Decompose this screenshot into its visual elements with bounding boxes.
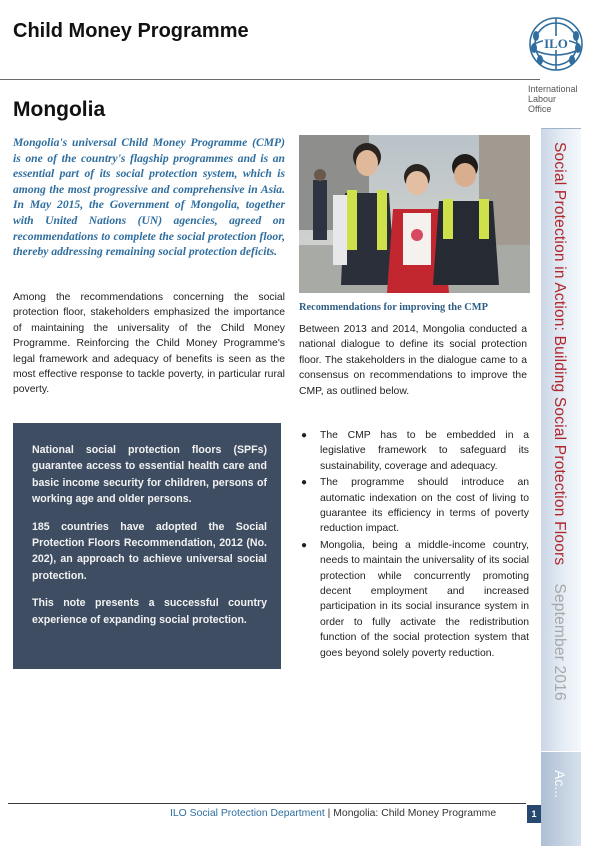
list-item — [299, 475, 529, 537]
list-item-text: Mongolia, being a middle-income country, needs to maintain the universality of its social protection while concurrently promoting decent employment and increased participation in its social insurance system in order to fully activate the redistribution function of the social protection system that goes beyond solely poverty reduction. — [320, 539, 529, 659]
series-title: Social Protection in Action: Building Social Protection Floors — [551, 142, 568, 566]
recommendations-list — [299, 428, 529, 662]
recommendations-summary-paragraph: Among the recommendations concerning the social protection floor, stakeholders emphasized the importance of maintaining the universality of the Child Money Programme. Reinforcing the Child Money Programme's legal framework and adequacy of benefits is seen as the most effective response to tackle poverty, in particular rural poverty. — [13, 292, 285, 396]
footer-divider — [8, 803, 526, 804]
list-item-text: The CMP has to be embedded in a legislative framework to safeguard its sustainability, coverage and adequacy. — [320, 430, 529, 472]
organization-name — [528, 84, 588, 114]
lead-paragraph: Mongolia's universal Child Money Programme (CMP) is one of the country's flagship programmes and is an essential part of its social protection system, which is among the most progressive and comprehensive in Asia. In May 2015, the Government of Mongolia, together with United Nations (UN) agencies, agreed on recommendations to complete the social protection floor, thereby addressing remaining social protection deficits. — [13, 136, 285, 259]
document-header-title: Child Money Programme — [13, 20, 249, 42]
info-box-paragraph-1: National social protection floors (SPFs) guarantee access to essential health care and basic income security for children, persons of working age and older persons. — [32, 444, 267, 506]
children-photo — [299, 135, 530, 293]
recommendations-intro: Between 2013 and 2014, Mongolia conducted a national dialogue to define its social protection floor. The stakeholders in the dialogue came to a consensus on recommendations to improve the CMP, as outlined below. — [299, 324, 527, 397]
header-divider — [0, 79, 540, 80]
ilo-logo-icon — [524, 14, 588, 78]
bullet-icon: ● — [301, 539, 308, 551]
footer-separator: | — [324, 808, 334, 819]
org-line-2: Labour — [528, 94, 557, 104]
svg-text:ILO: ILO — [544, 36, 568, 51]
org-line-1: International — [528, 84, 578, 94]
bullet-icon: ● — [301, 477, 308, 489]
info-box-paragraph-3: This note presents a successful country experience of expanding social protection. — [32, 597, 267, 626]
list-item — [299, 428, 529, 474]
info-box-paragraph-2: 185 countries have adopted the Social Protection Floors Recommendation, 2012 (No. 202), an approach to achieve universal social protection. — [32, 520, 267, 582]
spf-info-box — [13, 423, 281, 669]
series-side-text — [550, 142, 568, 701]
footer-document-title: Mongolia: Child Money Programme — [333, 808, 497, 819]
footer-text — [170, 808, 496, 819]
recommendations-heading: Recommendations for improving the CMP — [299, 302, 488, 313]
series-date: September 2016 — [551, 583, 568, 701]
secondary-side-tab-text: Ac... — [552, 770, 568, 799]
secondary-side-tab — [541, 752, 581, 846]
list-item-text: The programme should introduce an automatic indexation on the cost of living to guarantee its efficiency in terms of poverty reduction impact. — [320, 477, 529, 535]
page-number: 1 — [527, 805, 541, 823]
bullet-icon: ● — [301, 430, 308, 441]
country-heading: Mongolia — [13, 98, 106, 121]
footer-department: ILO Social Protection Department — [170, 808, 325, 819]
org-line-3: Office — [528, 104, 552, 114]
list-item — [299, 538, 529, 661]
